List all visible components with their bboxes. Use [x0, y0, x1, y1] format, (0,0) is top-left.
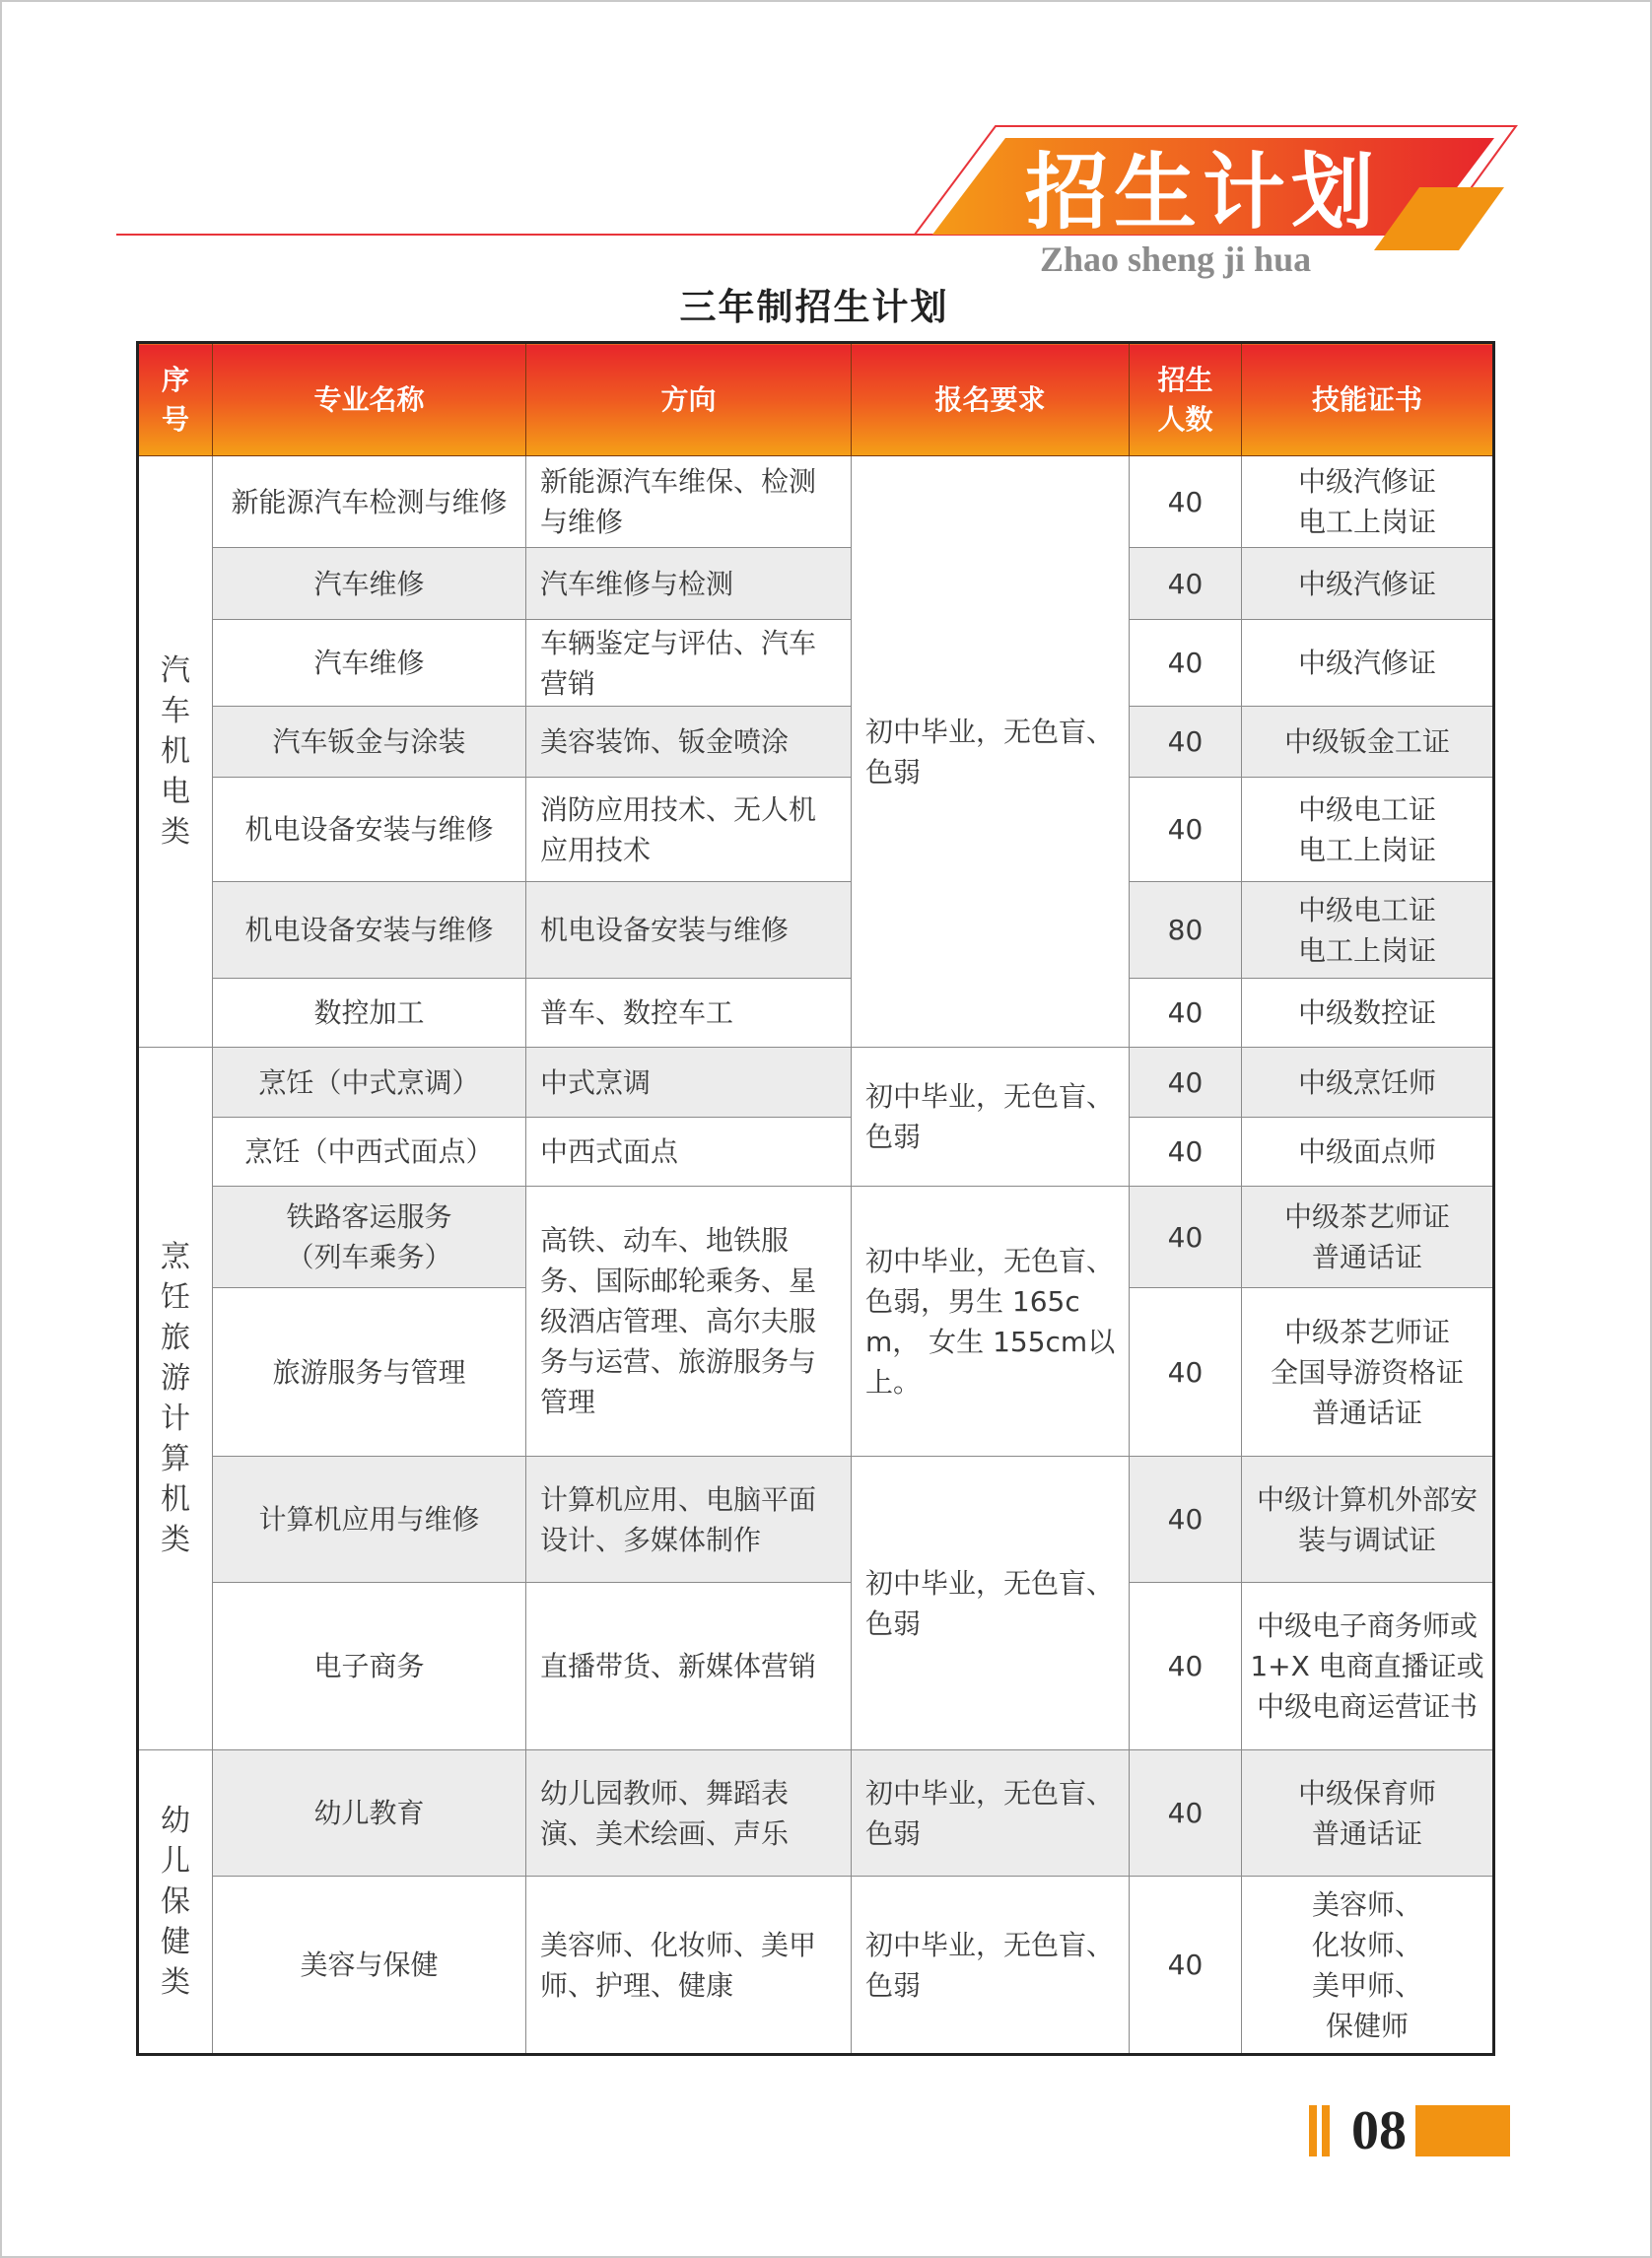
table-header-row — [138, 343, 1494, 456]
certificate-cell: 中级电工证 电工上岗证 — [1242, 882, 1494, 979]
table-row — [138, 1118, 1494, 1187]
certificate-cell: 中级汽修证 — [1242, 548, 1494, 620]
direction-cell: 直播带货、新媒体营销 — [526, 1583, 852, 1750]
banner-graphic — [0, 0, 1652, 296]
category-cell: 汽 车 机 电 类 — [138, 456, 213, 1048]
major-cell: 美容与保健 — [213, 1877, 526, 2055]
certificate-cell: 中级电工证 电工上岗证 — [1242, 778, 1494, 882]
certificate-cell: 中级保育师 普通话证 — [1242, 1750, 1494, 1877]
certificate-cell: 中级茶艺师证 全国导游资格证 普通话证 — [1242, 1288, 1494, 1457]
direction-cell: 幼儿园教师、舞蹈表演、美术绘画、声乐 — [526, 1750, 852, 1877]
major-cell: 计算机应用与维修 — [213, 1457, 526, 1583]
certificate-cell: 中级汽修证 电工上岗证 — [1242, 456, 1494, 548]
header-quota: 招生人数 — [1130, 343, 1242, 456]
quota-cell: 40 — [1130, 979, 1242, 1048]
quota-cell: 40 — [1130, 456, 1242, 548]
quota-cell: 80 — [1130, 882, 1242, 979]
major-cell: 机电设备安装与维修 — [213, 882, 526, 979]
page-number-block — [1415, 2105, 1510, 2156]
table-row — [138, 548, 1494, 620]
quota-cell: 40 — [1130, 620, 1242, 707]
category-cell: 幼 儿 保 健 类 — [138, 1750, 213, 2055]
table-row — [138, 1583, 1494, 1750]
major-cell: 旅游服务与管理 — [213, 1288, 526, 1457]
direction-cell: 车辆鉴定与评估、汽车营销 — [526, 620, 852, 707]
quota-cell: 40 — [1130, 1457, 1242, 1583]
major-cell: 汽车维修 — [213, 548, 526, 620]
page-number: 08 — [1351, 2100, 1407, 2161]
header-requirement: 报名要求 — [852, 343, 1130, 456]
major-cell: 电子商务 — [213, 1583, 526, 1750]
requirement-cell: 初中毕业，无色盲、色弱 — [852, 456, 1130, 1048]
quota-cell: 40 — [1130, 1118, 1242, 1187]
quota-cell: 40 — [1130, 1583, 1242, 1750]
table-row — [138, 778, 1494, 882]
certificate-cell: 中级钣金工证 — [1242, 707, 1494, 778]
direction-cell: 新能源汽车维保、检测与维修 — [526, 456, 852, 548]
direction-cell: 中西式面点 — [526, 1118, 852, 1187]
table-row — [138, 1048, 1494, 1118]
table-row — [138, 620, 1494, 707]
direction-cell: 消防应用技术、无人机应用技术 — [526, 778, 852, 882]
quota-cell: 40 — [1130, 1187, 1242, 1288]
banner-title: 招生计划 — [1025, 143, 1381, 240]
header-seq: 序号 — [138, 343, 213, 456]
certificate-cell: 中级数控证 — [1242, 979, 1494, 1048]
major-cell: 数控加工 — [213, 979, 526, 1048]
direction-cell: 高铁、动车、地铁服务、国际邮轮乘务、星级酒店管理、高尔夫服务与运营、旅游服务与管理 — [526, 1187, 852, 1457]
direction-cell: 中式烹调 — [526, 1048, 852, 1118]
quota-cell: 40 — [1130, 1750, 1242, 1877]
section-title: 三年制招生计划 — [679, 286, 949, 328]
quota-cell: 40 — [1130, 1288, 1242, 1457]
direction-cell: 汽车维修与检测 — [526, 548, 852, 620]
table-row — [138, 456, 1494, 548]
certificate-cell: 中级计算机外部安装与调试证 — [1242, 1457, 1494, 1583]
quota-cell: 40 — [1130, 707, 1242, 778]
requirement-cell: 初中毕业，无色盲、色弱，男生 165cm， 女生 155cm以上。 — [852, 1187, 1130, 1457]
certificate-cell: 中级茶艺师证 普通话证 — [1242, 1187, 1494, 1288]
table-row — [138, 707, 1494, 778]
requirement-cell: 初中毕业，无色盲、色弱 — [852, 1457, 1130, 1750]
direction-cell: 机电设备安装与维修 — [526, 882, 852, 979]
table-row — [138, 1750, 1494, 1877]
page-number-bars — [1309, 2105, 1344, 2156]
major-cell: 烹饪（中式烹调） — [213, 1048, 526, 1118]
table-row — [138, 882, 1494, 979]
certificate-cell: 中级电子商务师或 1+X 电商直播证或中级电商运营证书 — [1242, 1583, 1494, 1750]
quota-cell: 40 — [1130, 1877, 1242, 2055]
major-cell: 汽车维修 — [213, 620, 526, 707]
major-cell: 烹饪（中西式面点） — [213, 1118, 526, 1187]
direction-cell: 普车、数控车工 — [526, 979, 852, 1048]
major-cell: 幼儿教育 — [213, 1750, 526, 1877]
requirement-cell: 初中毕业，无色盲、色弱 — [852, 1750, 1130, 1877]
banner-subtitle: Zhao sheng ji hua — [1040, 239, 1312, 279]
major-cell: 铁路客运服务 （列车乘务） — [213, 1187, 526, 1288]
direction-cell: 美容装饰、钣金喷涂 — [526, 707, 852, 778]
header-major: 专业名称 — [213, 343, 526, 456]
certificate-cell: 中级烹饪师 — [1242, 1048, 1494, 1118]
certificate-cell: 中级面点师 — [1242, 1118, 1494, 1187]
requirement-cell: 初中毕业，无色盲、色弱 — [852, 1877, 1130, 2055]
certificate-cell: 美容师、 化妆师、 美甲师、 保健师 — [1242, 1877, 1494, 2055]
major-cell: 汽车钣金与涂装 — [213, 707, 526, 778]
requirement-cell: 初中毕业，无色盲、色弱 — [852, 1048, 1130, 1187]
quota-cell: 40 — [1130, 548, 1242, 620]
direction-cell: 美容师、化妆师、美甲师、护理、健康 — [526, 1877, 852, 2055]
major-cell: 新能源汽车检测与维修 — [213, 456, 526, 548]
enrollment-plan-table — [136, 341, 1495, 2056]
header-direction: 方向 — [526, 343, 852, 456]
header-certificate: 技能证书 — [1242, 343, 1494, 456]
table-row — [138, 1187, 1494, 1288]
table-row — [138, 979, 1494, 1048]
category-cell: 烹 饪 旅 游 计 算 机 类 — [138, 1048, 213, 1750]
direction-cell: 计算机应用、电脑平面设计、多媒体制作 — [526, 1457, 852, 1583]
table-row — [138, 1457, 1494, 1583]
quota-cell: 40 — [1130, 778, 1242, 882]
table-row — [138, 1877, 1494, 2055]
major-cell: 机电设备安装与维修 — [213, 778, 526, 882]
quota-cell: 40 — [1130, 1048, 1242, 1118]
certificate-cell: 中级汽修证 — [1242, 620, 1494, 707]
